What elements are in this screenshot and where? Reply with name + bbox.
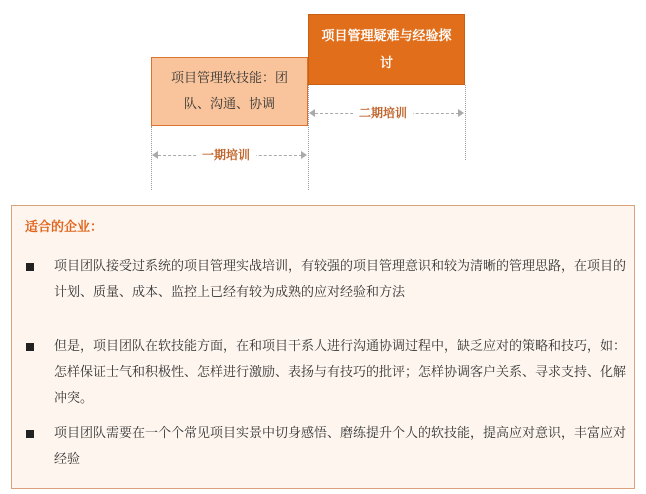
- phase1-box: [151, 57, 308, 126]
- bullet-square-icon: [26, 430, 34, 438]
- list-item: [26, 254, 626, 306]
- bullet-square-icon: [26, 343, 34, 351]
- phase1-arrow-right-icon: [301, 151, 307, 159]
- phase1-label: 一期培训: [196, 147, 256, 163]
- list-item-text: 项目团队接受过系统的项目管理实战培训，有较强的项目管理意识和较为清晰的管理思路，在项目的计划、质量、成本、监控上已经有较为成熟的应对经验和方法: [54, 259, 627, 300]
- bullet-square-icon: [26, 263, 34, 271]
- phase2-label: 二期培训: [353, 105, 413, 121]
- list-item-text: 但是，项目团队在软技能方面，在和项目干系人进行沟通协调过程中，缺乏应对的策略和技巧，如：怎样保证士气和积极性、怎样进行激励、表扬与有技巧的批评；怎样协调客户关系、寻求支持、化解冲突。: [54, 339, 627, 406]
- phase2-arrow-right-icon: [458, 109, 464, 117]
- guide-line-right: [465, 85, 466, 160]
- suitable-enterprises-panel: [11, 205, 635, 489]
- phase1-box-text: 项目管理软技能：团队、沟通、协调: [170, 70, 288, 112]
- list-item: [26, 334, 626, 412]
- panel-title: 适合的企业：: [25, 220, 104, 235]
- phase2-box: [308, 14, 465, 85]
- list-item: [26, 421, 626, 473]
- phase2-box-text: 项目管理疑难与经验探讨: [321, 28, 452, 71]
- guide-line-middle: [308, 85, 309, 190]
- list-item-text: 项目团队需要在一个个常见项目实景中切身感悟、磨练提升个人的软技能，提高应对意识，丰富应对经验: [54, 426, 627, 467]
